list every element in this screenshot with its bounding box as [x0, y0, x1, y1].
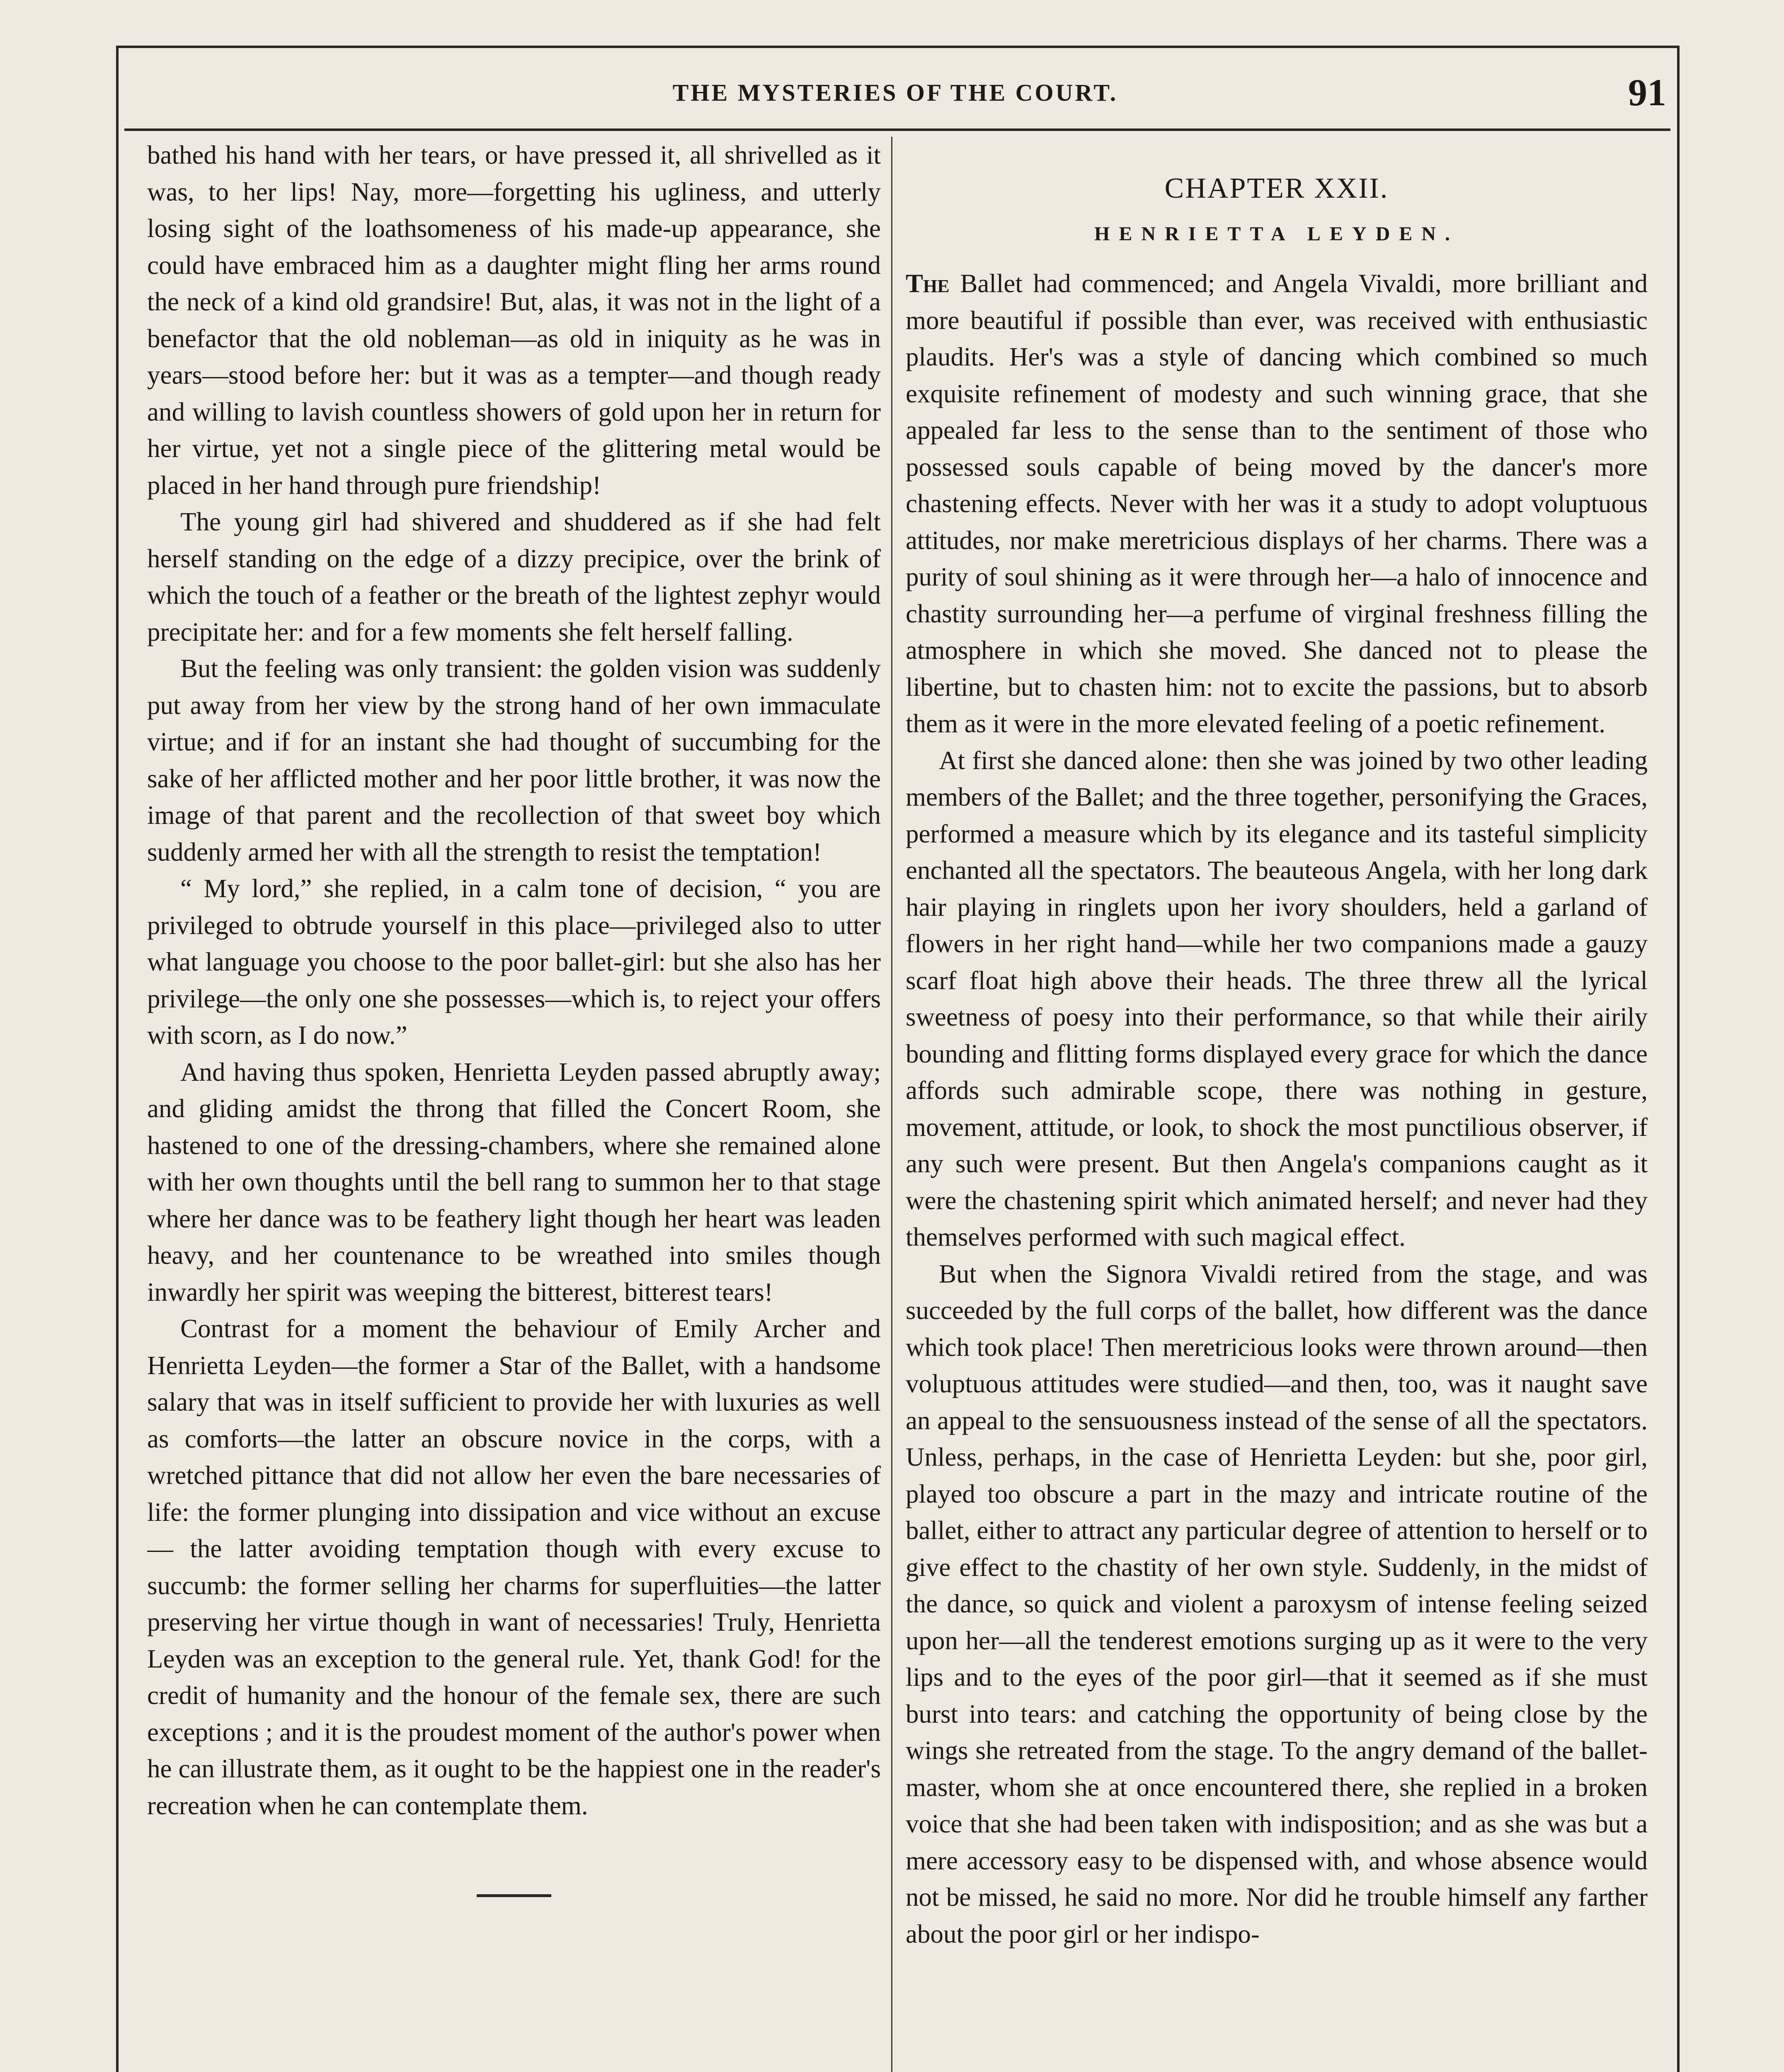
section-end-dash: [477, 1894, 551, 1897]
paragraph: Contrast for a moment the behaviour of Emily Archer and Henrietta Leyden—the former a Star of the Ballet, with a handsome salary that was in itself sufficient to provide her with luxuries as well as comforts—the latter an obscure novice in the corps, with a wretched pittance that did not allow her even the bare necessaries of life: the former plunging into dissipation and vice without an excuse — the latter avoiding temptation though with every excuse to succumb: the former selling her charms for superfluities—the latter preserving her virtue though in want of necessaries! Truly, Henrietta Leyden was an exception to the general rule. Yet, thank God! for the credit of humanity and the honour of the female sex, there are such exceptions ; and it is the proudest moment of the author's power when he can illustrate them, as it ought to be the happiest one in the reader's recreation when he can contemplate them.: [147, 1314, 881, 1820]
paragraph: The young girl had shivered and shuddered as if she had felt herself standing on the edge of a dizzy precipice, over the brink of which the touch of a feather or the breath of the lightest zephyr would precipitate her: and for a few moments she felt herself falling.: [147, 507, 881, 646]
page-number: 91: [1628, 71, 1666, 114]
paragraph-text: Ballet had commenced; and Angela Vivaldi, more brilliant and more beautiful if possible than ever, was received with enthusiastic plaudits. Her's was a style of dancing which combined so much exquisite refinement of modesty and such winning grace, that she appealed far less to the sense than to the sentiment of those who possessed souls capable of being moved by the dancer's more chastening effects. Never with her was it a study to adopt voluptuous attitudes, nor make meretricious displays of her charms. There was a purity of soul shining as it were through her—a halo of innocence and chastity surrounding her—a perfume of virginal freshness filling the atmosphere in which she moved. She danced not to please the libertine, but to chasten him: not to excite the passions, but to absorb them as it were in the more elevated feeling of a poetic refinement.: [906, 269, 1648, 738]
left-column: [147, 137, 881, 2072]
running-head: [124, 62, 1666, 116]
dropcap-word: The: [906, 269, 950, 298]
running-title: THE MYSTERIES OF THE COURT.: [672, 79, 1118, 106]
paragraph: “ My lord,” she replied, in a calm tone of decision, “ you are privileged to obtrude yourself in this place—privileged also to utter what language you choose to the poor ballet-girl: but she also has her privilege—the only one she possesses—which is, to reject your offers with scorn, as I do now.”: [147, 874, 881, 1050]
header-rule: [124, 128, 1670, 131]
paragraph: At first she danced alone: then she was joined by two other leading members of the Ballet; and the three together, personifying the Graces, performed a measure which by its elegance and its tasteful simplicity enchanted all the spectators. The beauteous Angela, with her long dark hair playing in ringlets upon her ivory shoulders, held a garland of flowers in her right hand—while her two companions made a gauzy scarf float high above their heads. The three threw all the lyrical sweetness of poesy into their performance, so that while their airily bounding and flitting forms displayed every grace for which the dance affords such admirable scope, there was nothing in gesture, movement, attitude, or look, to shock the most punctilious observer, if any such were present. But then Angela's companions caught as it were the chastening spirit which animated herself; and never had they themselves performed with such magical effect.: [906, 746, 1648, 1251]
paragraph: But when the Signora Vivaldi retired from the stage, and was succeeded by the full corps of the ballet, how different was the dance which took place! Then meretricious looks were thrown around—then voluptuous attitudes were studied—and then, too, was it naught save an appeal to the sensuousness instead of the sense of all the spectators. Unless, perhaps, in the case of Henrietta Leyden: but she, poor girl, played too obscure a part in the mazy and intricate routine of the ballet, either to attract any particular degree of attention to herself or to give effect to the chastity of her own style. Suddenly, in the midst of the dance, so quick and violent a paroxysm of intense feeling seized upon her—all the tenderest emotions surging up as it were to the very lips and to the eyes of the poor girl—that it seemed as if she must burst into tears: and catching the opportunity of being close by the wings she retreated from the stage. To the angry demand of the ballet-master, whom she at once encountered there, she replied in a broken voice that she had been taken with indisposition; and as she was but a mere accessory easy to be dispensed with, and whose absence would not be missed, he said no more. Nor did he trouble himself any farther about the poor girl or her indispo-: [906, 1259, 1648, 1949]
column-divider: [891, 137, 892, 2072]
paragraph: But the feeling was only transient: the golden vision was suddenly put away from her view by the strong hand of her own immaculate virtue; and if for an instant she had thought of succumbing for the sake of her afflicted mother and her poor little brother, it was now the image of that parent and the recollection of that sweet boy which suddenly armed her with all the strength to resist the temptation!: [147, 654, 881, 867]
paragraph: And having thus spoken, Henrietta Leyden passed abruptly away; and gliding amidst the throng that filled the Concert Room, she hastened to one of the dressing-chambers, where she remained alone with her own thoughts until the bell rang to summon her to that stage where her dance was to be feathery light though her heart was leaden heavy, and her countenance to be wreathed into smiles though inwardly her spirit was weeping the bitterest, bitterest tears!: [147, 1057, 881, 1307]
paragraph: bathed his hand with her tears, or have pressed it, all shrivelled as it was, to her lips! Nay, more—forgetting his ugliness, and utterly losing sight of the loathsomeness of his made-up appearance, she could have embraced him as a daughter might fling her arms round the neck of a kind old grandsire! But, alas, it was not in the light of a benefactor that the old nobleman—as old in iniquity as he was in years—stood before her: but it was as a tempter—and though ready and willing to lavish countless showers of gold upon her in return for her virtue, yet not a single piece of the glittering metal would be placed in her hand through pure friendship!: [147, 140, 881, 500]
right-column: [906, 137, 1648, 2072]
paragraph: [906, 265, 1648, 742]
chapter-title: CHAPTER XXII.: [1164, 172, 1389, 204]
chapter-subtitle: HENRIETTA LEYDEN.: [1094, 223, 1459, 245]
